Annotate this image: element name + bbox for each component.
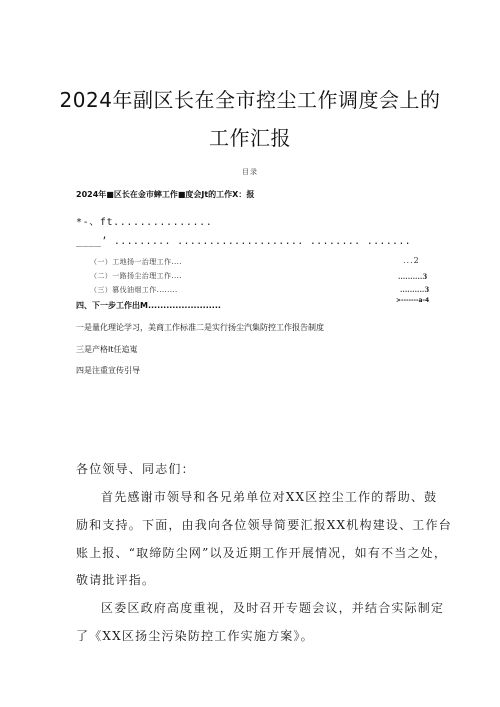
toc-plain-item-1: 一是量化理论学习，美商工作标准二是实行扬尘汽集防控工作报告制度 — [76, 323, 324, 332]
body-paragraph-1-line-4: 敬请批评指。 — [76, 573, 156, 587]
toc-subitem-2: （二）一路扬尘治理工作.... — [90, 272, 182, 280]
document-title-line-2: 工作汇报 — [209, 126, 291, 150]
body-paragraph-1-line-1: 首先感谢市领导和各兄弟单位对XX区控尘工作的帮助、鼓 — [101, 490, 438, 504]
toc-subitem-3: （三）篡伐油烟工作........ — [90, 286, 178, 294]
body-greeting: 各位领导、同志们： — [76, 462, 195, 476]
body-paragraph-2-line-2: 了《XX区扬尘污染防控工作实施方案》。 — [76, 629, 314, 643]
toc-plain-item-2: 三是产格It任追嵬 — [76, 345, 138, 354]
toc-heading: 目录 — [242, 168, 258, 176]
toc-subitem-1: （一）工地扬一治理工作.... — [90, 258, 182, 266]
toc-subitem-3-page: ..........3 — [400, 285, 430, 294]
toc-entry-section-4: 四、下一步工作出M........................ — [76, 301, 221, 310]
toc-subitem-1-page: ...2 — [403, 256, 420, 265]
toc-plain-item-3: 四是注重宣传引导 — [76, 366, 140, 375]
body-paragraph-1-line-3: 账上报、“取缔防尘网”以及近期工作开展情况，如有不当之处， — [76, 546, 448, 560]
body-paragraph-1-line-2: 励和支持。下面，由我向各位领导简要汇报XX机构建设、工作台 — [76, 518, 452, 532]
toc-entry-leader-line: ____’ ......... .................... ........ ....... — [76, 236, 411, 247]
body-paragraph-2-line-1: 区委区政府高度重视，及时召开专题会议，并结合实际制定 — [101, 601, 445, 615]
toc-entry-title: 2024年■区长在金市蟀工作■度会Jt的工作X：报 — [76, 190, 255, 199]
document-title-line-1: 2024年副区长在全市控尘工作调度会上的 — [59, 88, 441, 112]
toc-entry-section-4-page: >-------a-4 — [396, 297, 430, 304]
toc-entry-section-1: *-、ft............... — [76, 217, 213, 228]
toc-subitem-2-page: ..........3 — [398, 272, 428, 281]
